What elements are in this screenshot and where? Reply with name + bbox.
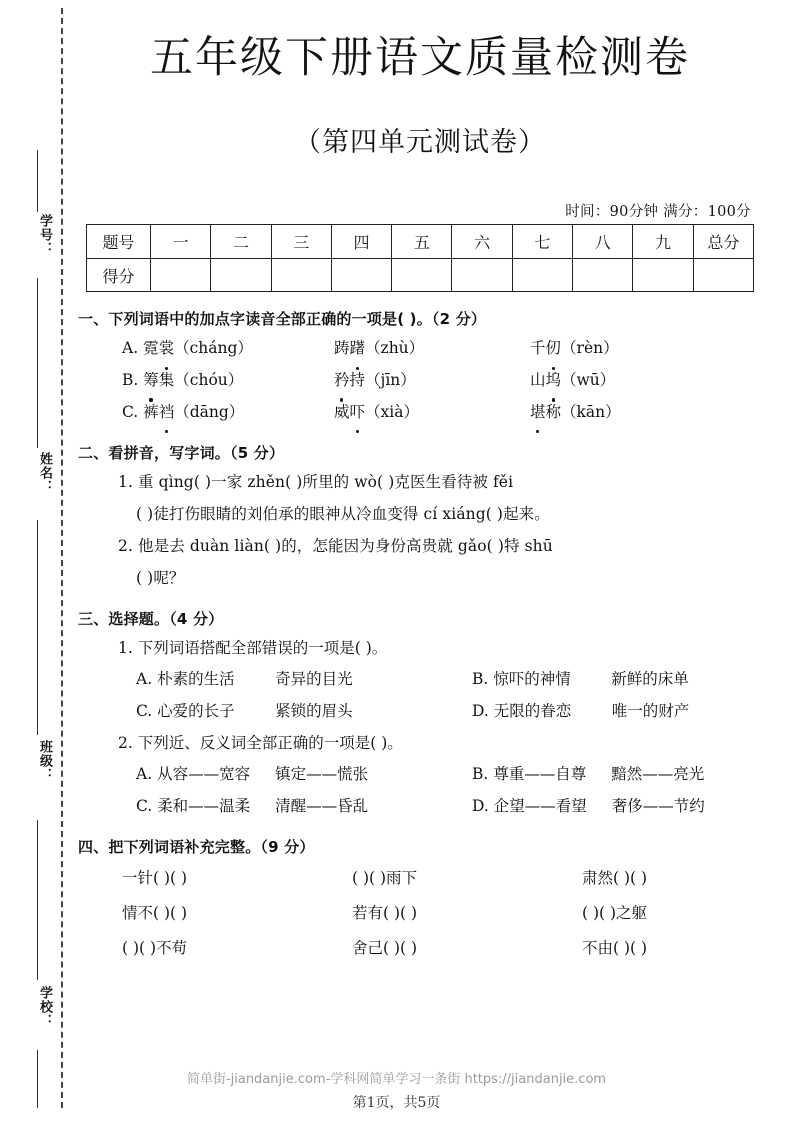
footer-source-watermark: 简单街-jiandanjie.com-学科网简单学习一条街 https://jiandanjie.com: [186, 1072, 607, 1087]
page-subtitle: （第四单元测试卷）: [294, 127, 546, 158]
table-cell-q2: 二: [211, 225, 271, 259]
section-1-option-row-b: [78, 365, 768, 397]
option-phrase-2: 黯然——亮光: [611, 764, 705, 783]
table-cell-q8: 八: [573, 225, 633, 259]
section-3-q1-row-cd: [78, 696, 768, 728]
table-cell-q9: 九: [633, 225, 693, 259]
table-cell-q3: 三: [271, 225, 331, 259]
option-c-item-1: [122, 397, 334, 429]
pinyin: （chóu）: [174, 370, 244, 389]
word-char-1: 威: [334, 402, 350, 421]
score-cell-q7[interactable]: [512, 259, 572, 292]
margin-dashed-line: [61, 8, 63, 1108]
section-2-line-4[interactable]: ( )呢？: [136, 568, 185, 587]
option-label: D.: [472, 796, 489, 815]
option-phrase-2: 奢侈——节约: [611, 796, 705, 815]
idiom-blank-2[interactable]: ( )( )雨下: [352, 869, 418, 888]
dotted-char: 堪: [530, 397, 546, 429]
idiom-blank-5[interactable]: 若有( )( ): [352, 904, 418, 923]
dotted-char: 躇: [350, 333, 366, 365]
option-a-item-1: [122, 333, 334, 365]
option-phrase-2: 清醒——昏乱: [275, 796, 369, 815]
table-cell-total: 总分: [693, 225, 753, 259]
dotted-char: 筹: [143, 365, 159, 397]
dotted-char: 仞: [546, 333, 562, 365]
table-row-question-numbers: [87, 225, 754, 259]
option-phrase-1: 从容——宽容: [157, 764, 251, 783]
margin-solid-line-2: [37, 278, 38, 448]
option-c-item-2: [334, 397, 530, 429]
option-label: B.: [472, 670, 489, 689]
option-phrase-2: 奇异的目光: [275, 670, 353, 689]
table-cell-q7: 七: [512, 225, 572, 259]
section-3-q2-option-a[interactable]: [136, 759, 472, 791]
section-1-heading: 一、下列词语中的加点字读音全部正确的一项是( )。（2 分）: [78, 310, 487, 328]
dotted-char: 裳: [159, 333, 175, 365]
option-b-item-3: [530, 365, 690, 397]
score-table: [86, 224, 754, 292]
field-label-class: 班级：: [37, 740, 52, 782]
exam-meta-info: 时间：90分钟 满分：100分: [565, 204, 751, 220]
footer-page-number: 第1页，共5页: [352, 1095, 441, 1111]
page-title: 五年级下册语文质量检测卷: [150, 33, 690, 83]
word-char-1: 踌: [334, 339, 350, 357]
section-3-q1-option-b[interactable]: [472, 664, 689, 696]
section-3-q2-option-d[interactable]: [472, 791, 705, 823]
option-label: C.: [136, 702, 153, 721]
idiom-blank-3[interactable]: 肃然( )( ): [582, 869, 648, 888]
section-3-question-2-stem[interactable]: 2. 下列近、反义词全部正确的一项是( )。: [118, 733, 403, 752]
option-phrase-2: 镇定——慌张: [275, 764, 369, 783]
section-1-option-row-c: [78, 397, 768, 429]
section-2-line-1[interactable]: 1. 重 qìng( )一家 zhěn( )所里的 wò( )克医生看待被 fěi: [118, 473, 514, 492]
option-phrase-1: 朴素的生活: [157, 670, 235, 689]
section-2-line-3[interactable]: 2. 他是去 duàn liàn( )的，怎能因为身份高贵就 gǎo( )特 shū: [118, 536, 553, 555]
field-label-school: 学校：: [37, 986, 52, 1028]
score-cell-q4[interactable]: [331, 259, 391, 292]
section-2-heading: 二、看拼音，写字词。（5 分）: [78, 444, 285, 463]
pinyin: （cháng）: [174, 339, 253, 357]
margin-solid-line-4: [37, 820, 38, 980]
dotted-char: 矜: [334, 365, 350, 397]
option-phrase-2: 新鲜的床单: [611, 670, 689, 689]
option-label: D.: [472, 702, 489, 721]
section-4-heading: 四、把下列词语补充完整。（9 分）: [78, 838, 315, 857]
option-phrase-1: 心爱的长子: [157, 702, 235, 721]
word-char-1: 千: [530, 339, 546, 357]
score-cell-total[interactable]: [693, 259, 753, 292]
idiom-blank-8[interactable]: 舍己( )( ): [352, 939, 418, 958]
idiom-blank-7[interactable]: ( )( )不苟: [122, 939, 188, 958]
pinyin: （zhù）: [365, 339, 425, 357]
pinyin: （wū）: [561, 370, 616, 389]
margin-solid-line-1: [37, 150, 38, 212]
idiom-blank-4[interactable]: 情不( )( ): [122, 904, 188, 923]
option-label: C.: [136, 796, 153, 815]
dotted-char: 坞: [546, 365, 562, 397]
section-3-q1-option-c[interactable]: [136, 696, 472, 728]
option-b-label: B.: [122, 370, 139, 389]
section-2-line-2[interactable]: ( )徒打伤眼睛的刘伯承的眼神从冷血变得 cí xiáng( )起来。: [136, 505, 550, 524]
section-3-q2-option-c[interactable]: [136, 791, 472, 823]
option-phrase-1: 尊重——自尊: [493, 764, 587, 783]
section-3-q1-option-d[interactable]: [472, 696, 689, 728]
idiom-blank-1[interactable]: 一针( )( ): [122, 869, 188, 888]
row-label-question-number: 题号: [87, 225, 151, 259]
score-cell-q5[interactable]: [392, 259, 452, 292]
score-cell-q1[interactable]: [151, 259, 211, 292]
margin-solid-line-3: [37, 520, 38, 735]
option-b-item-2: [334, 365, 530, 397]
score-cell-q9[interactable]: [633, 259, 693, 292]
section-4-row-3: [78, 931, 768, 966]
idiom-blank-6[interactable]: ( )( )之躯: [582, 904, 648, 923]
section-4-row-2: [78, 896, 768, 931]
word-char-1: 霓: [143, 339, 159, 357]
table-cell-q1: 一: [151, 225, 211, 259]
dotted-char: 吓: [350, 397, 366, 429]
score-cell-q6[interactable]: [452, 259, 512, 292]
option-phrase-1: 无限的眷恋: [493, 702, 572, 721]
word-char-2: 集: [158, 370, 175, 389]
field-label-student-id: 学号：: [37, 214, 52, 256]
row-label-score: 得分: [87, 259, 151, 292]
field-label-name: 姓名：: [37, 452, 52, 494]
option-phrase-1: 企望——看望: [493, 796, 587, 815]
section-4-row-1: [78, 861, 768, 896]
option-label: A.: [136, 764, 153, 783]
word-char-1: 裤: [143, 402, 159, 421]
option-a-label: A.: [122, 339, 139, 357]
exam-content: [78, 308, 768, 966]
word-char-1: 山: [530, 370, 546, 389]
option-a-item-3: [530, 333, 690, 365]
section-3-heading: 三、选择题。（4 分）: [78, 610, 224, 629]
pinyin: （kān）: [561, 402, 621, 421]
table-row-scores: [87, 259, 754, 292]
score-cell-q8[interactable]: [573, 259, 633, 292]
section-3-q1-row-ab: [78, 664, 768, 696]
section-3-q2-row-ab: [78, 759, 768, 791]
pinyin: （rèn）: [561, 339, 619, 357]
option-phrase-1: 柔和——温柔: [157, 796, 251, 815]
option-phrase-2: 唯一的财产: [611, 702, 690, 721]
score-cell-q3[interactable]: [271, 259, 331, 292]
option-phrase-2: 紧锁的眉头: [275, 702, 353, 721]
option-phrase-1: 惊吓的神情: [493, 670, 571, 689]
section-3-q1-option-a[interactable]: [136, 664, 472, 696]
word-char-2: 称: [545, 402, 562, 421]
section-3-q2-row-cd: [78, 791, 768, 823]
section-1-option-row-a: [78, 333, 768, 365]
table-cell-q6: 六: [452, 225, 512, 259]
score-cell-q2[interactable]: [211, 259, 271, 292]
pinyin: （dāng）: [174, 402, 245, 421]
word-char-2: 持: [349, 370, 366, 389]
option-label: B.: [472, 764, 489, 783]
section-3-q2-option-b[interactable]: [472, 759, 704, 791]
table-cell-q4: 四: [331, 225, 391, 259]
option-b-item-1: [122, 365, 334, 397]
idiom-blank-9[interactable]: 不由( )( ): [582, 939, 648, 958]
pinyin: （xià）: [365, 402, 419, 421]
dotted-char: 裆: [159, 397, 175, 429]
table-cell-q5: 五: [392, 225, 452, 259]
option-a-item-2: [334, 333, 530, 365]
section-3-question-1-stem[interactable]: 1. 下列词语搭配全部错误的一项是( )。: [118, 639, 388, 658]
option-label: A.: [136, 670, 153, 689]
pinyin: （jīn）: [365, 370, 416, 389]
option-c-label: C.: [122, 402, 139, 421]
